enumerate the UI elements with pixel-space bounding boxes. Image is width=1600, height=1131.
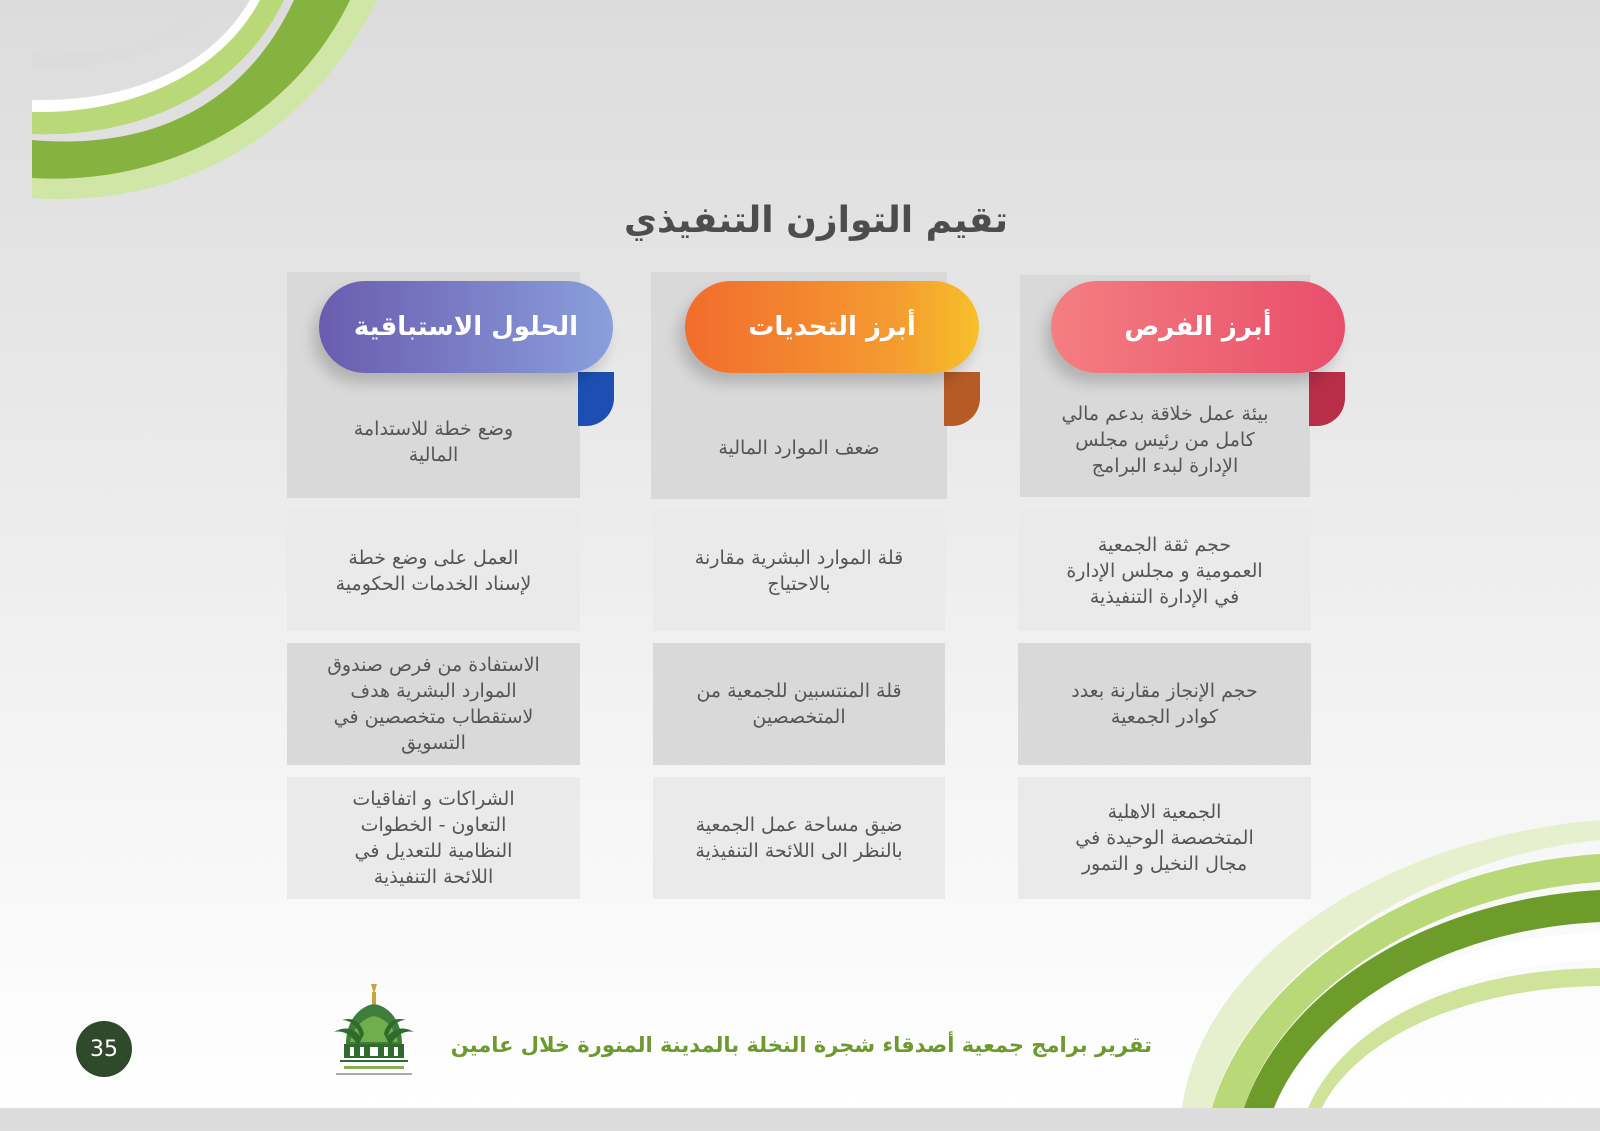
solution-cell-4: الشراكات و اتفاقيات التعاون - الخطوات النظامية للتعديل في اللائحة التنفيذية <box>287 777 580 899</box>
opportunity-cell-1: بيئة عمل خلاقة بدعم مالي كامل من رئيس مجلس الإدارة لبدء البرامج <box>1020 275 1310 497</box>
opportunity-cell-2: حجم ثقة الجمعية العمومية و مجلس الإدارة في الإدارة التنفيذية <box>1018 510 1311 631</box>
challenge-cell-3: قلة المنتسبين للجمعية من المتخصصين <box>653 643 945 765</box>
opportunities-ribbon-fold <box>1309 372 1345 426</box>
challenge-cell-2: قلة الموارد البشرية مقارنة بالاحتياج <box>653 510 945 631</box>
page-title: تقيم التوازن التنفيذي <box>624 200 1008 241</box>
challenge-cell-4: ضيق مساحة عمل الجمعية بالنظر الى اللائحة التنفيذية <box>653 777 945 899</box>
page-number-badge <box>76 1021 132 1077</box>
solution-cell-3: الاستفادة من فرص صندوق الموارد البشرية هدف لاستقطاب متخصصين في التسويق <box>287 643 580 765</box>
challenges-ribbon-fold <box>944 372 980 426</box>
challenge-cell-1: ضعف الموارد المالية <box>651 272 947 499</box>
challenges-header-label: أبرز التحديات <box>748 312 916 342</box>
solutions-header-label: الحلول الاستباقية <box>353 312 579 342</box>
decorative-arc-top-left <box>32 0 452 220</box>
solutions-ribbon-fold <box>578 372 614 426</box>
opportunities-header-ribbon <box>1051 281 1345 373</box>
solution-cell-1: وضع خطة للاستدامة المالية <box>287 272 580 498</box>
challenges-header-ribbon <box>685 281 979 373</box>
solutions-header-ribbon <box>319 281 613 373</box>
opportunities-header-label: أبرز الفرص <box>1124 312 1272 342</box>
opportunity-cell-3: حجم الإنجاز مقارنة بعدد كوادر الجمعية <box>1018 643 1311 765</box>
opportunity-cell-4: الجمعية الاهلية المتخصصة الوحيدة في مجال النخيل و التمور <box>1018 777 1311 899</box>
report-title: تقرير برامج جمعية أصدقاء شجرة النخلة بالمدينة المنورة خلال عامين <box>450 1033 1152 1057</box>
solution-cell-2: العمل على وضع خطة لإسناد الخدمات الحكومية <box>287 510 580 631</box>
page-number: 35 <box>90 1036 118 1062</box>
association-logo <box>314 982 434 1082</box>
